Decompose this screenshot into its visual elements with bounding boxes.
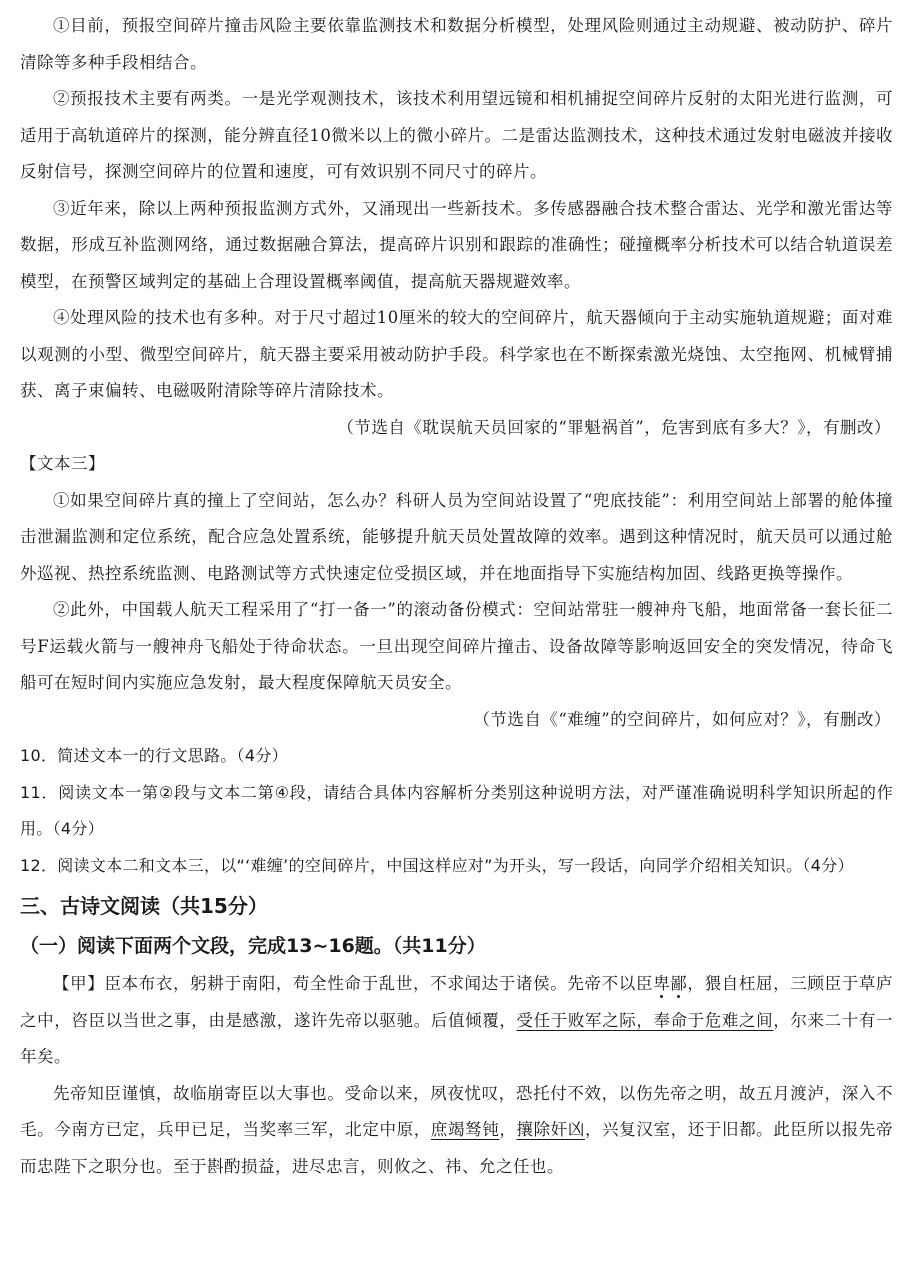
jia-text-2e: ，兴复汉室，还于旧都。此臣所以报先帝而忠陛下之职分也。至于斟酌损益，进尽忠言，则攸之、祎、允之任也。 [20,1120,894,1176]
classical-jia-paragraph-2 [20,1076,893,1186]
text2-source: （节选自《耽误航天员回家的“罪魁祸首”，危害到底有多大？》，有删改） [337,417,891,437]
jia-text-1a: 臣本布衣，躬耕于南阳，苟全性命于乱世，不求闻达于诸侯。先帝不以臣 [104,974,654,993]
text2-paragraph-1: ①目前，预报空间碎片撞击风险主要依靠监测技术和数据分析模型，处理风险则通过主动规避、被动防护、碎片清除等多种手段相结合。 [20,16,893,72]
text2-paragraph-3: ③近年来，除以上两种预报监测方式外，又涌现出一些新技术。多传感器融合技术整合雷达、光学和激光雷达等数据，形成互补监测网络，通过数据融合算法，提高碎片识别和跟踪的准确性；碰撞概率分析技术可以结合轨道误差模型，在预警区域判定的基础上合理设置概率阈值，提高航天器规避效率。 [20,198,893,291]
question-11: 11．阅读文本一第②段与文本二第④段，请结合具体内容解析分类别这种说明方法，对严谨准确说明科学知识所起的作用。（4分） [20,782,893,838]
jia-text-2a: 先帝知臣谨慎，故临崩寄臣以大事也。受命以来，夙夜忧叹，恐托付不效，以伤先帝之明，故五月渡泸，深入不毛。今南方已定，兵甲已足，当奖率三军，北定中原， [20,1083,893,1139]
text3-source: （节选自《“难缠”的空间碎片，如何应对？》，有删改） [473,709,891,729]
underlined-phrase-2: 攘除奸凶 [516,1120,585,1139]
text3-label: 【文本三】 [20,454,105,473]
question-12: 12．阅读文本二和文本三，以“‘难缠’的空间碎片，中国这样应对”为开头，写一段话，向同学介绍相关知识。（4分） [20,855,854,875]
text3-paragraph-1: ①如果空间碎片真的撞上了空间站，怎么办？科研人员为空间站设置了“兜底技能”：利用空间站上部署的舱体撞击泄漏监测和定位系统，配合应急处置系统，能够提升航天员处置故障的效率。遇到这种情况时，航天员可以通过舱外巡视、热控系统监测、电路测试等方式快速定位受损区域，并在地面指导下实施结构加固、线路更换等操作。 [20,490,893,583]
jia-text-1d: ，猥自枉屈，三顾臣于草庐之中，咨臣以当世之事，由是感激，遂许先帝以驱驰。后值倾覆， [20,974,894,1030]
emphasis-char-bei: 卑 [653,974,671,993]
jia-label: 【甲】 [53,974,105,993]
underlined-sentence: 受任于败军之际，奉命于危难之间 [516,1010,774,1030]
emphasis-char-bi: 鄙 [670,974,688,993]
section-3-title: 三、古诗文阅读（共15分） [20,894,268,918]
text3-paragraph-2: ②此外，中国载人航天工程采用了“打一备一”的滚动备份模式：空间站常驻一艘神舟飞船，地面常备一套长征二号F运载火箭与一艘神舟飞船处于待命状态。一旦出现空间碎片撞击、设备故障等影响返回安全的突发情况，待命飞船可在短时间内实施应急发射，最大程度保障航天员安全。 [20,600,893,692]
classical-jia-paragraph-1 [20,966,893,1076]
jia-text-2c: ， [499,1120,517,1139]
underlined-phrase-1: 庶竭驽钝 [430,1120,500,1139]
text2-paragraph-2: ②预报技术主要有两类。一是光学观测技术，该技术利用望远镜和相机捕捉空间碎片反射的太阳光进行监测，可适用于高轨道碎片的探测，能分辨直径10微米以上的微小碎片。二是雷达监测技术，这种技术通过发射电磁波并接收反射信号，探测空间碎片的位置和速度，可有效识别不同尺寸的碎片。 [20,89,893,181]
question-10: 10．简述文本一的行文思路。（4分） [20,746,288,765]
text2-paragraph-4: ④处理风险的技术也有多种。对于尺寸超过10厘米的较大的空间碎片，航天器倾向于主动实施轨道规避；面对难以观测的小型、微型空间碎片，航天器主要采用被动防护手段。科学家也在不断探索激光烧蚀、太空拖网、机械臂捕获、离子束偏转、电磁吸附清除等碎片清除技术。 [20,308,893,400]
jia-text-1e: ，尔来二十有一年矣。 [20,1010,894,1066]
section-3-subtitle: （一）阅读下面两个文段，完成13~16题。（共11分） [20,935,486,957]
